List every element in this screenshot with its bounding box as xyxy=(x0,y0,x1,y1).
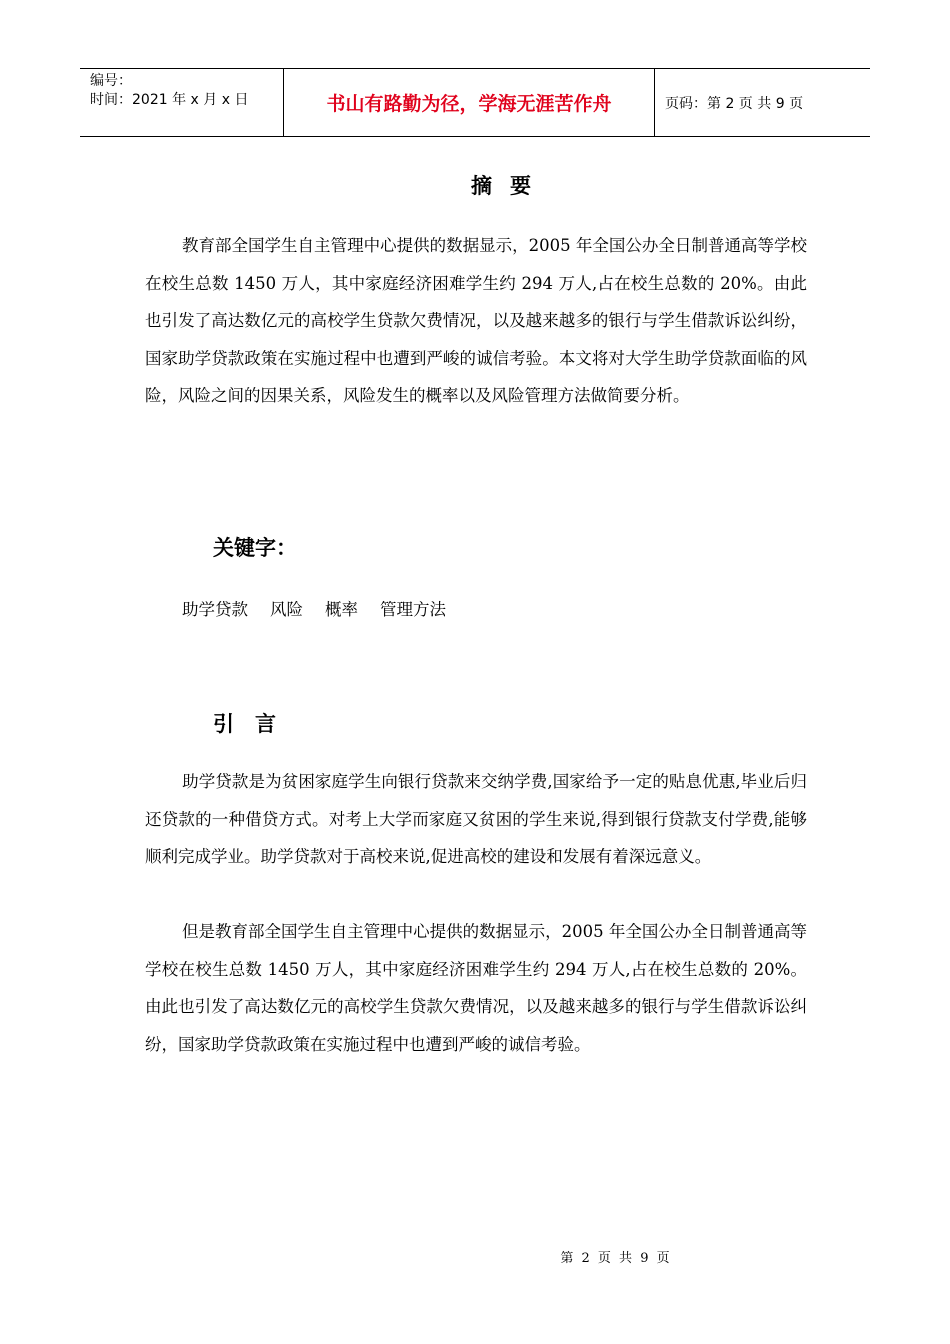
keyword-item: 风险 xyxy=(270,600,303,619)
header-meta xyxy=(80,69,283,136)
page-header xyxy=(80,68,870,137)
introduction-paragraph-2 xyxy=(145,913,807,1063)
introduction-text-2: 但是教育部全国学生自主管理中心提供的数据显示，2005 年全国公办全日制普通高等学校在校生总数 1450 万人，其中家庭经济困难学生约 294 万人,占在校生总数的 20%。由此也引发了高达数亿元的高校学生贷款欠费情况，以及越来越多的银行与学生借款诉讼纠纷，国家助学贷款政策在实施过程中也遭到严峻的诚信考验。 xyxy=(145,922,807,1054)
introduction-text-1: 助学贷款是为贫困家庭学生向银行贷款来交纳学费,国家给予一定的贴息优惠,毕业后归还贷款的一种借贷方式。对考上大学而家庭又贫困的学生来说,得到银行贷款支付学费,能够顺利完成学业。助学贷款对于高校来说,促进高校的建设和发展有着深远意义。 xyxy=(145,772,807,866)
abstract-text: 教育部全国学生自主管理中心提供的数据显示，2005 年全国公办全日制普通高等学校在校生总数 1450 万人，其中家庭经济困难学生约 294 万人,占在校生总数的 20%。由此也引发了高达数亿元的高校学生贷款欠费情况，以及越来越多的银行与学生借款诉讼纠纷，国家助学贷款政策在实施过程中也遭到严峻的诚信考验。本文将对大学生助学贷款面临的风险，风险之间的因果关系，风险发生的概率以及风险管理方法做简要分析。 xyxy=(145,236,807,405)
keywords-list xyxy=(182,596,446,620)
keyword-item: 概率 xyxy=(325,600,358,619)
keywords-heading: 关键字： xyxy=(213,536,297,560)
header-page-number: 页码：第 2 页 共 9 页 xyxy=(665,95,804,112)
header-motto: 书山有路勤为径，学海无涯苦作舟 xyxy=(283,69,655,136)
introduction-paragraph-1 xyxy=(145,763,807,876)
keyword-item: 助学贷款 xyxy=(182,600,248,619)
introduction-heading: 引 言 xyxy=(213,712,276,736)
page-footer: 第 2 页 共 9 页 xyxy=(560,1251,672,1266)
abstract-paragraph xyxy=(145,227,807,415)
document-number: 编号： xyxy=(90,73,132,89)
abstract-title: 摘要 xyxy=(471,174,549,198)
document-date: 时间：2021 年 x 月 x 日 xyxy=(90,92,249,108)
keyword-item: 管理方法 xyxy=(380,600,446,619)
